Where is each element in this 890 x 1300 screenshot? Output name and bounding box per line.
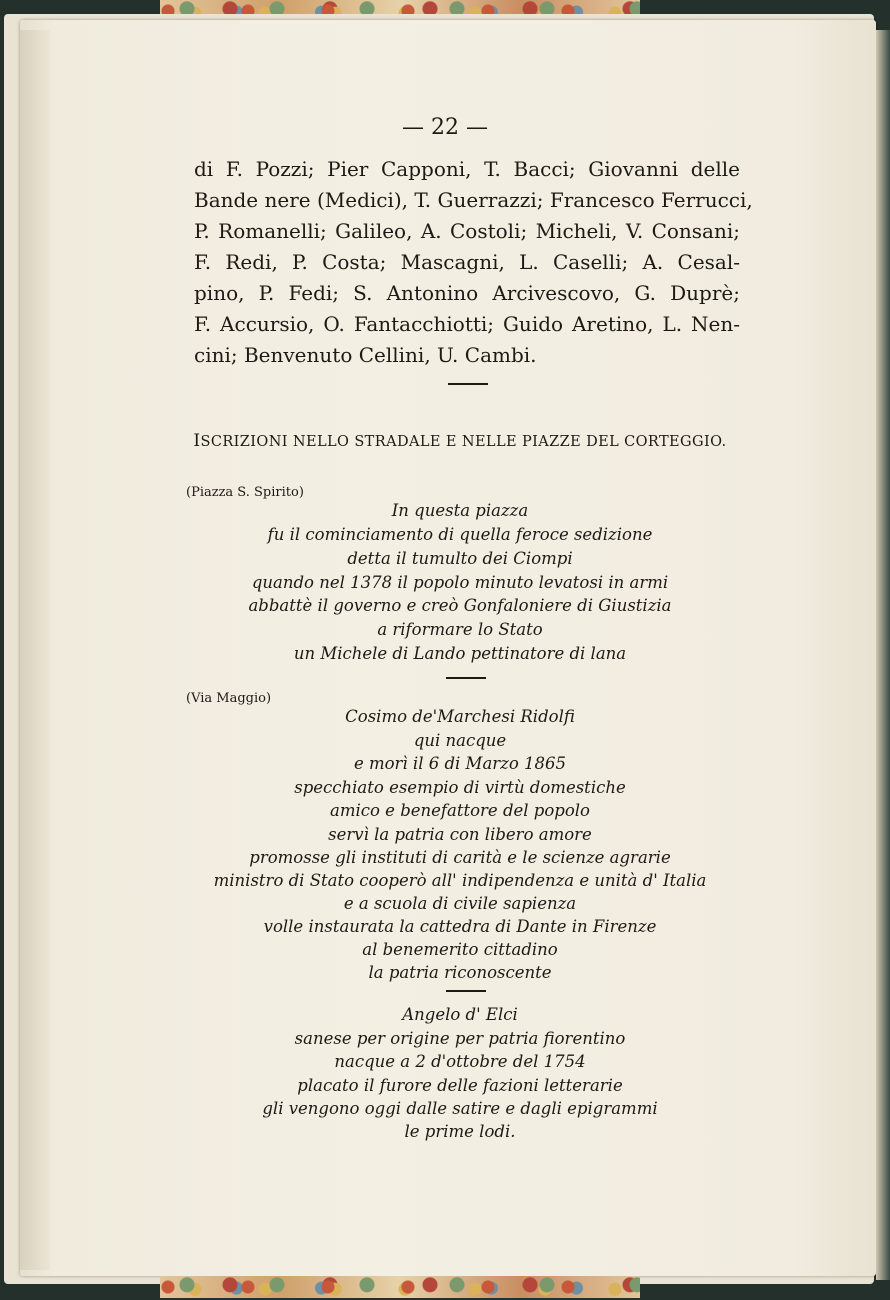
marbled-endpaper-bottom [160,1276,640,1298]
inscription-line: sanese per origine per patria fiorentino [294,1029,626,1048]
inscription-line: fu il cominciamento di quella feroce sedizione [267,525,653,544]
paragraph-line: pino, P. Fedi; S. Antonino Arcivescovo, G. Duprè; [194,281,740,305]
inscription-divider [446,677,486,679]
inscription-line: amico e benefattore del popolo [330,801,590,820]
inscription-line: a riformare lo Stato [377,620,543,639]
paragraph-line: F. Redi, P. Costa; Mascagni, L. Caselli; A. Cesal- [194,250,740,274]
inscription-line: servì la patria con libero amore [328,825,592,844]
inscription-line: nacque a 2 d'ottobre del 1754 [334,1052,586,1071]
page-number: — 22 — [402,115,488,140]
inscription-line: al benemerito cittadino [362,940,558,959]
inscription-line: volle instaurata la cattedra di Dante in Firenze [263,917,657,936]
inscription-line: promosse gli instituti di carità e le scienze agrarie [249,848,671,867]
paragraph-line: Bande nere (Medici), T. Guerrazzi; Francesco Ferrucci, [194,188,753,212]
inscription-line: la patria riconoscente [368,963,552,982]
inscription-line: qui nacque [413,731,507,750]
inscription-place: (Via Maggio) [186,691,272,706]
inscription-line: placato il furore delle fazioni letterarie [297,1076,623,1095]
inscription-line: le prime lodi. [404,1122,516,1141]
inscription-line: ministro di Stato cooperò all' indipendenza e unità d' Italia [213,871,707,890]
section-divider [448,383,488,385]
inscription-line: Angelo d' Elci [402,1005,518,1024]
inscription-line: gli vengono oggi dalle satire e dagli epigrammi [262,1099,658,1118]
inscription-line: e morì il 6 di Marzo 1865 [353,754,567,773]
inscription-line: Cosimo de'Marchesi Ridolfi [345,707,575,726]
inscription-divider [446,990,486,992]
inscription-line: un Michele di Lando pettinatore di lana [293,644,627,663]
inscription-place: (Piazza S. Spirito) [186,485,304,500]
inscription-line: In questa piazza [391,501,529,520]
paragraph-line: P. Romanelli; Galileo, A. Costoli; Micheli, V. Consani; [194,219,740,243]
section-heading [0,431,890,451]
heading-initial: I [193,431,201,451]
inscription-line: detta il tumulto dei Ciompi [347,549,573,568]
paragraph-line: di F. Pozzi; Pier Capponi, T. Bacci; Giovanni delle [194,157,740,181]
inscription-line: specchiato esempio di virtù domestiche [294,778,626,797]
inscription-line: e a scuola di civile sapienza [343,894,577,913]
heading-text: SCRIZIONI NELLO STRADALE E NELLE PIAZZE DEL CORTEGGIO. [200,434,727,450]
inscription-line: abbattè il governo e creò Gonfaloniere di Giustizia [248,596,672,615]
paragraph-line: cini; Benvenuto Cellini, U. Cambi. [194,343,537,367]
inscription-line: quando nel 1378 il popolo minuto levatosi in armi [251,573,669,592]
paragraph-line: F. Accursio, O. Fantacchiotti; Guido Aretino, L. Nen- [194,312,740,336]
